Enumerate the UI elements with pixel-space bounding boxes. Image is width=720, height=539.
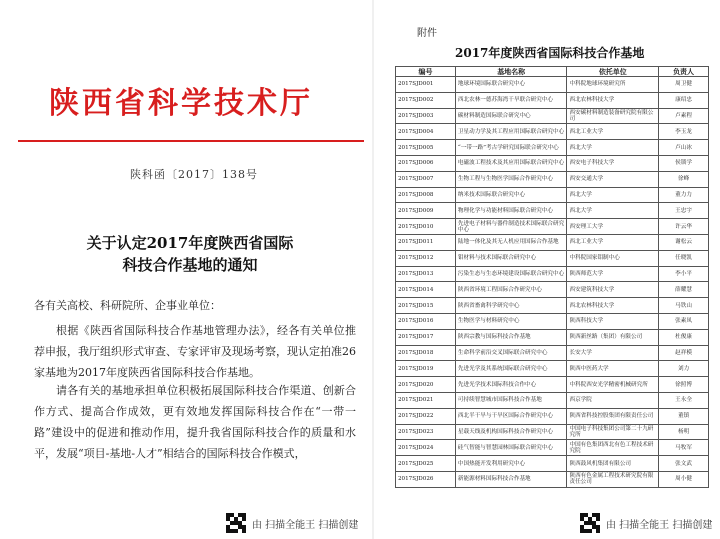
cell-leader: 卢素程 — [659, 108, 709, 124]
cell-leader: 薛耀慧 — [659, 282, 709, 298]
table-row — [396, 298, 709, 314]
cell-leader: 马铁山 — [659, 298, 709, 314]
column-header-leader: 负责人 — [659, 67, 709, 77]
scan-watermark-right — [580, 512, 712, 534]
cell-base-name: 中国热能开发利用研究中心 — [455, 456, 567, 472]
cell-host-unit: 中国有色集团西北有色工程技术研究院 — [567, 440, 659, 456]
cell-base-number: 2017SJD010 — [396, 219, 456, 235]
scan-watermark-text: 由 扫描全能王 扫描创建 — [252, 519, 359, 531]
cell-base-name: 卫星动力学及其工程应用国际联合研究中心 — [455, 124, 567, 140]
cell-base-number: 2017SJD003 — [396, 108, 456, 124]
cell-base-number: 2017SJD006 — [396, 155, 456, 171]
cell-leader: 徐峰 — [659, 171, 709, 187]
cell-host-unit: 陕西科技大学 — [567, 313, 659, 329]
document-number: 陕科函〔2017〕138号 — [130, 168, 258, 181]
table-row — [396, 219, 709, 235]
cell-base-number: 2017SJD013 — [396, 266, 456, 282]
cell-base-number: 2017SJD025 — [396, 456, 456, 472]
cell-base-number: 2017SJD017 — [396, 329, 456, 345]
cell-leader: 张素凤 — [659, 313, 709, 329]
cell-base-number: 2017SJD002 — [396, 92, 456, 108]
table-row — [396, 108, 709, 124]
cell-leader: 周小健 — [659, 471, 709, 487]
cell-base-number: 2017SJD008 — [396, 187, 456, 203]
cell-leader: 徐照博 — [659, 377, 709, 393]
cell-host-unit: 西北工业大学 — [567, 124, 659, 140]
notice-title-line-2: 科技合作基地的通知 — [122, 256, 258, 274]
table-row — [396, 155, 709, 171]
table-row — [396, 471, 709, 487]
cell-host-unit: 西安交通大学 — [567, 171, 659, 187]
cell-base-name: 先进电子材料与器件制造技术国际联合研究中心 — [455, 219, 567, 235]
cell-base-number: 2017SJD005 — [396, 140, 456, 156]
cell-leader: 周卫健 — [659, 77, 709, 93]
cell-leader: 卢山冰 — [659, 140, 709, 156]
cell-host-unit: 中科院地球环境研究所 — [567, 77, 659, 93]
cell-base-number: 2017SJD023 — [396, 424, 456, 440]
cell-base-number: 2017SJD026 — [396, 471, 456, 487]
table-row — [396, 361, 709, 377]
notice-title — [70, 232, 310, 276]
cell-base-number: 2017SJD016 — [396, 313, 456, 329]
cell-leader: 刘力 — [659, 361, 709, 377]
qr-code-icon — [226, 513, 246, 533]
cell-host-unit: 陕西新丝路（集团）有限公司 — [567, 329, 659, 345]
scan-watermark-text: 由 扫描全能王 扫描创建 — [606, 519, 713, 531]
cell-base-number: 2017SJD012 — [396, 250, 456, 266]
cell-base-name: 先进光学技术国际科技合作中心 — [455, 377, 567, 393]
table-row — [396, 250, 709, 266]
cell-base-name: 陆地一体化及其无人机应用国际合作基地 — [455, 234, 567, 250]
cell-host-unit: 西京学院 — [567, 392, 659, 408]
table-row — [396, 282, 709, 298]
cell-base-number: 2017SJD022 — [396, 408, 456, 424]
cell-leader: 董镇 — [659, 408, 709, 424]
cell-base-name: 碳材料制造国际联合研究中心 — [455, 108, 567, 124]
cell-base-name: 钼材料与技术国际联合研究中心 — [455, 250, 567, 266]
cell-host-unit: 西安碳材料制造装备研究院有限公司 — [567, 108, 659, 124]
table-title: 2017年度陕西省国际科技合作基地 — [455, 46, 645, 60]
table-row — [396, 187, 709, 203]
table-body — [396, 77, 709, 488]
table-row — [396, 313, 709, 329]
cell-base-number: 2017SJD019 — [396, 361, 456, 377]
cell-base-name: “一带一路”考古学研究国际联合研究中心 — [455, 140, 567, 156]
table-row — [396, 92, 709, 108]
cell-base-name: 生物医学与材料研究中心 — [455, 313, 567, 329]
cell-host-unit: 西北大学 — [567, 203, 659, 219]
table-row — [396, 171, 709, 187]
table-row — [396, 77, 709, 93]
cell-leader: 任晓凯 — [659, 250, 709, 266]
table-row — [396, 140, 709, 156]
page-divider — [372, 0, 374, 539]
cell-base-number: 2017SJD011 — [396, 234, 456, 250]
cell-leader: 侯锁学 — [659, 155, 709, 171]
cell-base-name: 陕西宗教与国际科技合作基地 — [455, 329, 567, 345]
cell-host-unit: 陕西鼓风机集团有限公司 — [567, 456, 659, 472]
cell-host-unit: 中科院西安光学精密机械研究所 — [567, 377, 659, 393]
cell-base-number: 2017SJD001 — [396, 77, 456, 93]
cell-base-name: 地球环境国际联合研究中心 — [455, 77, 567, 93]
base-list-table — [395, 66, 709, 488]
cell-leader: 王忠宇 — [659, 203, 709, 219]
cell-leader: 赵祥模 — [659, 345, 709, 361]
table-row — [396, 266, 709, 282]
table-row — [396, 456, 709, 472]
table-row — [396, 408, 709, 424]
cell-host-unit: 西北大学 — [567, 187, 659, 203]
cell-base-number: 2017SJD021 — [396, 392, 456, 408]
cell-base-name: 生命科学前沿交叉国际联合研究中心 — [455, 345, 567, 361]
cell-base-number: 2017SJD015 — [396, 298, 456, 314]
cell-base-number: 2017SJD024 — [396, 440, 456, 456]
cell-host-unit: 西北工业大学 — [567, 234, 659, 250]
cell-base-name: 新能源材料国际科技合作基地 — [455, 471, 567, 487]
cell-leader: 王永全 — [659, 392, 709, 408]
cell-base-number: 2017SJD020 — [396, 377, 456, 393]
cell-base-name: 物理化学与功能材料国际联合研究中心 — [455, 203, 567, 219]
cell-leader: 张文武 — [659, 456, 709, 472]
cell-host-unit: 陕西有色金属工程技术研究院有限责任公司 — [567, 471, 659, 487]
table-row — [396, 203, 709, 219]
issuing-authority-title: 陕西省科学技术厅 — [49, 86, 313, 121]
scan-watermark-left — [226, 512, 358, 534]
cell-leader: 李小平 — [659, 266, 709, 282]
cell-host-unit: 西安电子科技大学 — [567, 155, 659, 171]
table-row — [396, 329, 709, 345]
cell-host-unit: 西北大学 — [567, 140, 659, 156]
cell-leader: 康绍忠 — [659, 92, 709, 108]
cell-base-number: 2017SJD004 — [396, 124, 456, 140]
cell-base-name: 星载天线及机构国际科技合作研究中心 — [455, 424, 567, 440]
cell-leader: 杨明 — [659, 424, 709, 440]
cell-base-number: 2017SJD018 — [396, 345, 456, 361]
cell-base-name: 纳米技术国际联合研究中心 — [455, 187, 567, 203]
cell-base-name: 陕西省畜禽科学研究中心 — [455, 298, 567, 314]
cell-host-unit: 西安理工大学 — [567, 219, 659, 235]
table-row — [396, 124, 709, 140]
cell-host-unit: 陕西中医药大学 — [567, 361, 659, 377]
cell-host-unit: 中国电子科技集团公司第二十九研究所 — [567, 424, 659, 440]
column-header-number: 编号 — [396, 67, 456, 77]
salutation: 各有关高校、科研院所、企事业单位： — [34, 299, 221, 312]
right-document-page — [375, 0, 720, 539]
cell-base-name: 西北农林一德苏海湾干旱联合研究中心 — [455, 92, 567, 108]
table-row — [396, 377, 709, 393]
column-header-host-unit: 依托单位 — [567, 67, 659, 77]
cell-base-name: 电磁波工程技术及其应用国际联合研究中心 — [455, 155, 567, 171]
cell-leader: 李玉龙 — [659, 124, 709, 140]
cell-base-name: 陕西省环境工程国际合作研究中心 — [455, 282, 567, 298]
cell-base-name: 可持续智慧城市国际科技合作基地 — [455, 392, 567, 408]
qr-code-icon — [580, 513, 600, 533]
cell-host-unit: 西北农林科技大学 — [567, 92, 659, 108]
cell-base-name: 硅气智能与智慧园林国际联合研究中心 — [455, 440, 567, 456]
cell-host-unit: 西北农林科技大学 — [567, 298, 659, 314]
cell-leader: 马牧军 — [659, 440, 709, 456]
cell-leader: 董力力 — [659, 187, 709, 203]
cell-base-name: 先进光学及其系统国际联合研究中心 — [455, 361, 567, 377]
red-header-rule — [18, 140, 364, 142]
cell-base-number: 2017SJD014 — [396, 282, 456, 298]
cell-base-number: 2017SJD007 — [396, 171, 456, 187]
table-row — [396, 392, 709, 408]
cell-base-name: 污染生态与生态环境建设国际联合研究中心 — [455, 266, 567, 282]
column-header-base-name: 基地名称 — [455, 67, 567, 77]
body-paragraph-1: 根据《陕西省国际科技合作基地管理办法》，经各有关单位推荐申报，我厅组织形式审查、专家评审及现场考察，现认定拍准26家基地为2017年度陕西省国际科技合作基地。 — [34, 324, 356, 379]
table-row — [396, 234, 709, 250]
cell-host-unit: 陕西师范大学 — [567, 266, 659, 282]
table-header-row — [396, 67, 709, 77]
table-row — [396, 440, 709, 456]
notice-title-line-1: 关于认定2017年度陕西省国际 — [86, 234, 294, 252]
cell-base-name: 西北半干旱与干旱区国际合作研究中心 — [455, 408, 567, 424]
attachment-label: 附件 — [417, 28, 437, 39]
table-row — [396, 424, 709, 440]
cell-base-name: 生物工程与生物医学国际合作研究中心 — [455, 171, 567, 187]
cell-leader: 许云华 — [659, 219, 709, 235]
cell-host-unit: 西安建筑科技大学 — [567, 282, 659, 298]
cell-leader: 谢松云 — [659, 234, 709, 250]
table-row — [396, 345, 709, 361]
cell-host-unit: 陕西省科技控股集团有限责任公司 — [567, 408, 659, 424]
cell-leader: 杜俊康 — [659, 329, 709, 345]
body-paragraph-2: 请各有关的基地承担单位积极拓展国际科技合作渠道、创新合作方式、提高合作成效，更有效地发挥国际科技合作在“一带一路”建设中的促进和推动作用，提升我省国际科技合作的质量和水平，发展“项目-基地-人才”相结合的国际科技合作模式， — [34, 384, 356, 460]
cell-host-unit: 长安大学 — [567, 345, 659, 361]
cell-host-unit: 中科院国家钼制中心 — [567, 250, 659, 266]
cell-base-number: 2017SJD009 — [396, 203, 456, 219]
